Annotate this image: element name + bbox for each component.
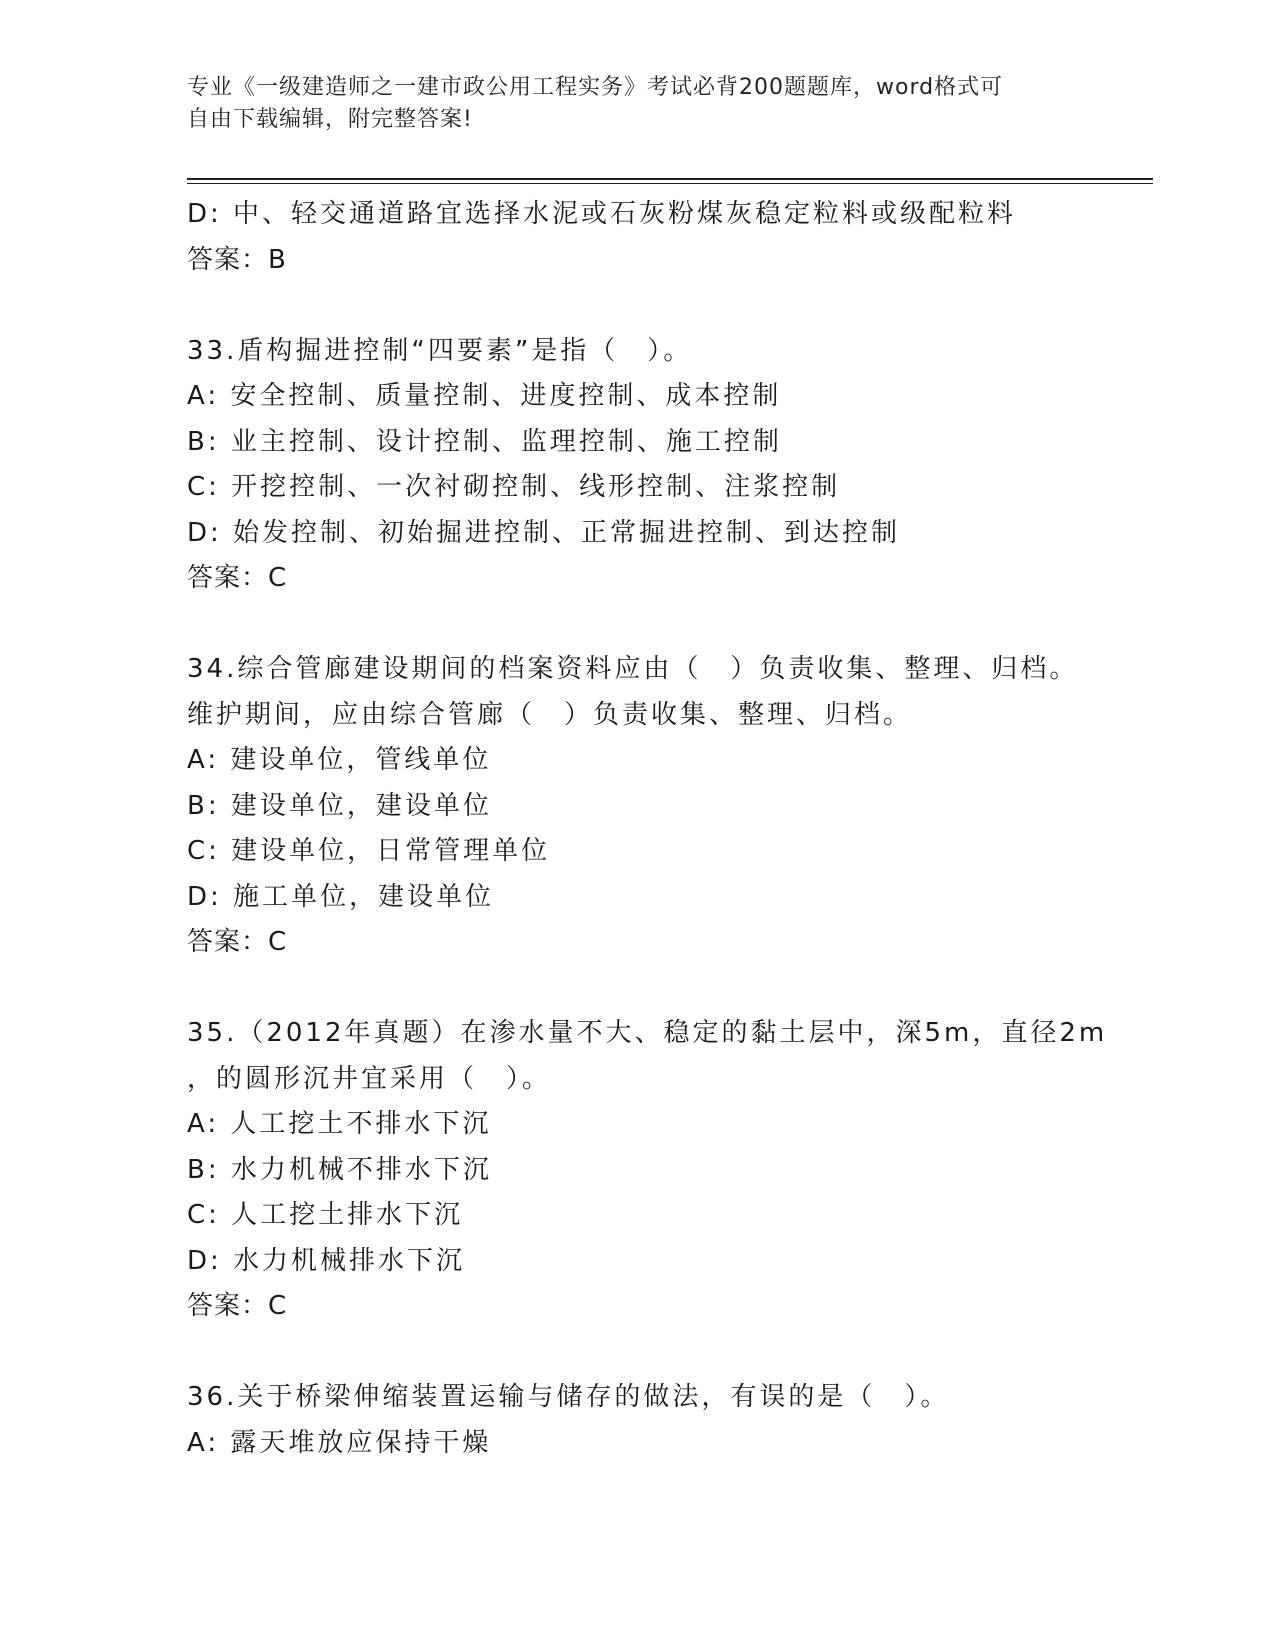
answer: 答案：C (187, 563, 288, 593)
spacer (187, 966, 1167, 1012)
question-36 (187, 1375, 1167, 1466)
header-divider-thick (187, 178, 1153, 180)
document-body (187, 192, 1167, 1466)
spacer (187, 1330, 1167, 1376)
option-d: D: 水力机械排水下沉 (187, 1245, 466, 1276)
answer: 答案：C (187, 1291, 288, 1321)
header-line-1: 专业《一级建造师之一建市政公用工程实务》考试必背200题题库，word格式可 (187, 75, 1004, 100)
option-a: A: 露天堆放应保持干燥 (187, 1427, 492, 1458)
question-32-option-d: D: 中、轻交通道路宜选择水泥或石灰粉煤灰稳定粒料或级配粒料 (187, 199, 1017, 229)
question-32-answer: 答案：B (187, 244, 287, 275)
spacer (187, 602, 1167, 648)
question-stem-line-2: 维护期间，应由综合管廊（ ）负责收集、整理、归档。 (187, 699, 913, 730)
option-d: D: 施工单位，建设单位 (187, 881, 495, 912)
option-c: C: 开挖控制、一次衬砌控制、线形控制、注浆控制 (187, 472, 841, 502)
option-a: A: 建设单位，管线单位 (187, 745, 492, 775)
question-stem: 33.盾构掘进控制“四要素”是指（ ）。 (187, 335, 693, 366)
option-a: A: 人工挖土不排水下沉 (187, 1109, 492, 1139)
option-d: D: 始发控制、初始掘进控制、正常掘进控制、到达控制 (187, 517, 901, 548)
question-34 (187, 647, 1167, 966)
question-stem: 36.关于桥梁伸缩装置运输与储存的做法，有误的是（ ）。 (187, 1382, 950, 1412)
option-b: B: 业主控制、设计控制、监理控制、施工控制 (187, 426, 782, 457)
question-stem-line-1: 34.综合管廊建设期间的档案资料应由（ ）负责收集、整理、归档。 (187, 654, 1079, 684)
option-c: C: 建设单位，日常管理单位 (187, 836, 551, 866)
page-header (187, 72, 1067, 136)
question-33 (187, 329, 1167, 602)
question-stem-line-1: 35.（2012年真题）在渗水量不大、稳定的黏土层中，深5m，直径2m (187, 1018, 1108, 1048)
spacer (187, 283, 1167, 329)
option-a: A: 安全控制、质量控制、进度控制、成本控制 (187, 381, 782, 411)
header-line-2: 自由下载编辑，附完整答案! (187, 107, 473, 132)
option-c: C: 人工挖土排水下沉 (187, 1200, 464, 1230)
question-stem-line-2: ，的圆形沉井宜采用（ ）。 (187, 1063, 552, 1094)
answer: 答案：C (187, 927, 288, 957)
option-b: B: 建设单位，建设单位 (187, 790, 492, 821)
question-35 (187, 1011, 1167, 1330)
option-b: B: 水力机械不排水下沉 (187, 1154, 492, 1185)
header-divider-thin (187, 183, 1153, 184)
